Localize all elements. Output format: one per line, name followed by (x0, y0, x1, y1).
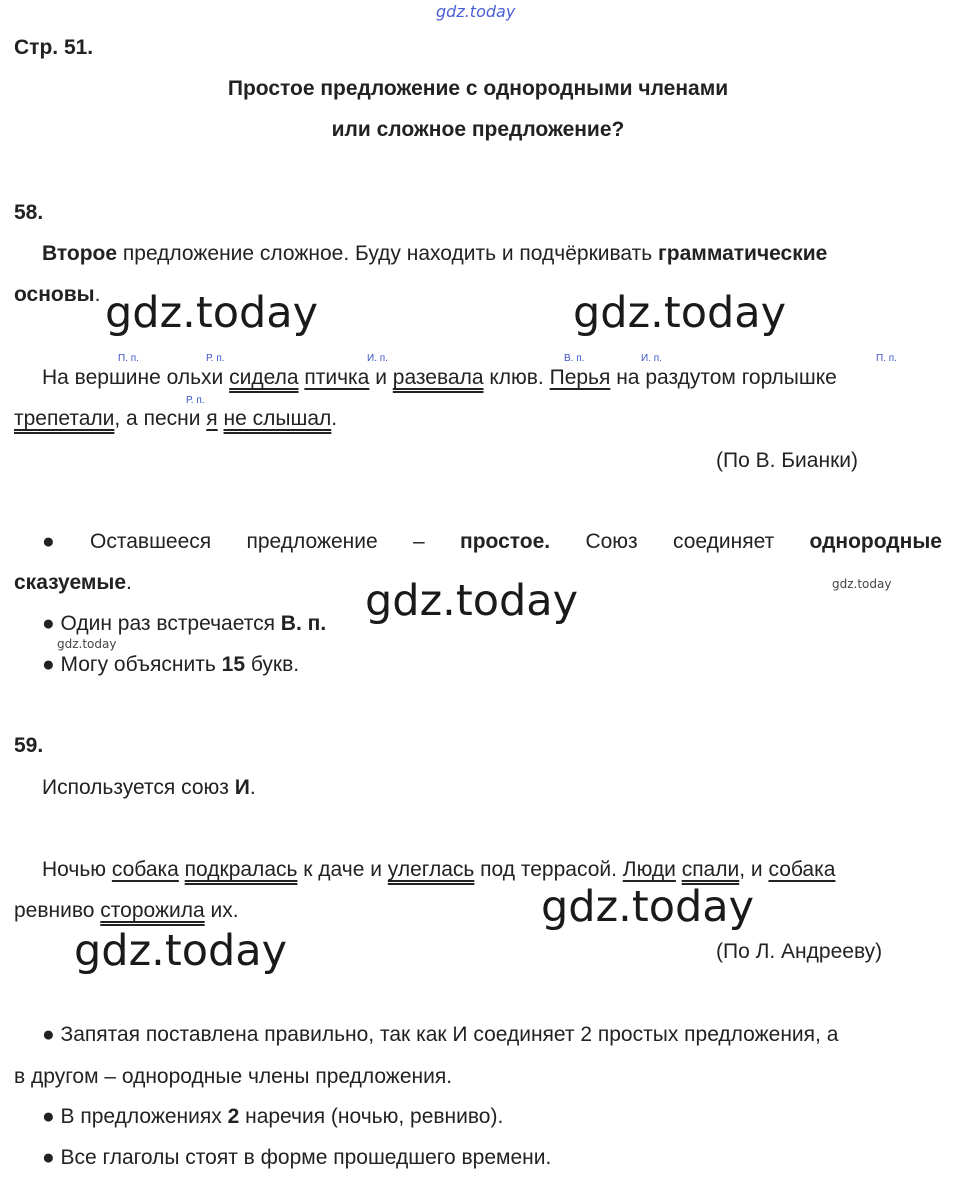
sentence-text: под террасой. (474, 858, 623, 881)
predicate: сидела (229, 366, 299, 389)
sentence-text: на раздутом горлышке (610, 366, 837, 389)
predicate: сторожила (100, 899, 205, 922)
sentence-text: , и (739, 858, 769, 881)
watermark: gdz.today (365, 576, 579, 626)
case-tag: П. п. (118, 353, 139, 364)
watermark-small: gdz.today (57, 637, 117, 651)
page-title-line1: Простое предложение с однородными членами (227, 77, 729, 100)
intro-bold: И (234, 776, 250, 799)
bullet-bold: сказуемые (14, 571, 126, 594)
predicate: улеглась (387, 858, 475, 881)
case-tag: В. п. (564, 353, 585, 364)
watermark-top: gdz.today (436, 2, 516, 21)
ex58-bullet-1-line2 (14, 571, 132, 595)
sentence-text: Ночью (42, 858, 112, 881)
case-tag: И. п. (641, 353, 662, 364)
intro-bold-term: грамматические (658, 242, 828, 265)
case-tag: Р. п. (186, 395, 205, 406)
bullet-word: соединяет (673, 530, 775, 553)
subject: собака (111, 858, 179, 881)
predicate: трепетали (14, 407, 115, 430)
bullet-bold: 15 (221, 653, 246, 676)
case-tag: Р. п. (206, 353, 225, 364)
bullet-text: . (126, 571, 132, 594)
bullet-bold: 2 (227, 1105, 240, 1128)
predicate: не слышал (223, 407, 332, 430)
sentence-text: , а песни (114, 407, 207, 430)
bullet-bold: В. п. (280, 612, 327, 635)
intro-bold-word: Второе (42, 242, 118, 265)
page-title-line2: или сложное предложение? (331, 118, 625, 141)
ex58-intro-line1 (42, 242, 827, 266)
bullet-word: – (413, 530, 425, 553)
ex59-bullet-1-line1: ● Запятая поставлена правильно, так как И соединяет 2 простых предложения, а (42, 1023, 839, 1046)
bullet-text: ● Один раз встречается (42, 612, 281, 635)
bullet-text: ● Могу объяснить (42, 653, 222, 676)
intro-bold-term: основы (14, 283, 95, 306)
bullet-word: Оставшееся (90, 530, 212, 553)
ex58-bullet-2 (42, 612, 326, 636)
watermark: gdz.today (573, 288, 787, 338)
watermark: gdz.today (105, 288, 319, 338)
bullet-text: ● В предложениях (42, 1105, 228, 1128)
ex58-intro-line2 (14, 283, 100, 307)
watermark: gdz.today (541, 882, 755, 932)
ex59-sentence-line1 (42, 858, 835, 882)
bullet-word-bold: однородные (809, 530, 942, 553)
watermark: gdz.today (74, 926, 288, 976)
sentence-text: их. (204, 899, 239, 922)
sentence-text: ревниво (14, 899, 101, 922)
page-number: Стр. 51. (14, 36, 94, 59)
case-tag: И. п. (367, 353, 388, 364)
bullet-text: букв. (245, 653, 300, 676)
ex58-bullet-3 (42, 653, 299, 677)
exercise-number-58: 58. (14, 201, 44, 224)
ex58-bullet-1-line1 (14, 530, 942, 554)
source-citation: (По Л. Андрееву) (716, 940, 883, 963)
bullet-text: наречия (ночью, ревниво). (239, 1105, 504, 1128)
ex59-bullet-3: ● Все глаголы стоят в форме прошедшего времени. (42, 1146, 552, 1169)
intro-text: . (249, 776, 256, 799)
intro-period: . (94, 283, 101, 306)
ex59-intro (42, 776, 256, 800)
subject: Перья (549, 366, 611, 389)
predicate: спали (681, 858, 740, 881)
sentence-text: . (331, 407, 338, 430)
bullet-word: предложение (246, 530, 378, 553)
bullet-word-bold: простое. (460, 530, 551, 553)
source-citation: (По В. Бианки) (716, 449, 858, 472)
predicate: разевала (392, 366, 484, 389)
intro-text: предложение сложное. Буду находить и подчёркивать (117, 242, 659, 265)
sentence-text: На вершине ольхи (42, 366, 230, 389)
case-tag: П. п. (876, 353, 897, 364)
ex59-bullet-2 (42, 1105, 503, 1129)
bullet-word: Союз (585, 530, 638, 553)
exercise-number-59: 59. (14, 734, 44, 757)
watermark-small: gdz.today (832, 577, 892, 591)
ex58-sentence-line2 (14, 407, 337, 431)
subject: я (206, 407, 218, 430)
subject: собака (768, 858, 836, 881)
ex59-bullet-1-line2: в другом – однородные члены предложения. (14, 1065, 453, 1088)
predicate: подкралась (184, 858, 298, 881)
ex59-sentence-line2 (14, 899, 239, 923)
sentence-text: и (369, 366, 393, 389)
subject: птичка (304, 366, 370, 389)
sentence-text: к даче и (297, 858, 388, 881)
subject: Люди (622, 858, 676, 881)
sentence-text: клюв. (483, 366, 550, 389)
ex58-sentence-line1 (42, 366, 837, 390)
bullet-word: ● (42, 530, 55, 553)
intro-text: Используется союз (42, 776, 235, 799)
